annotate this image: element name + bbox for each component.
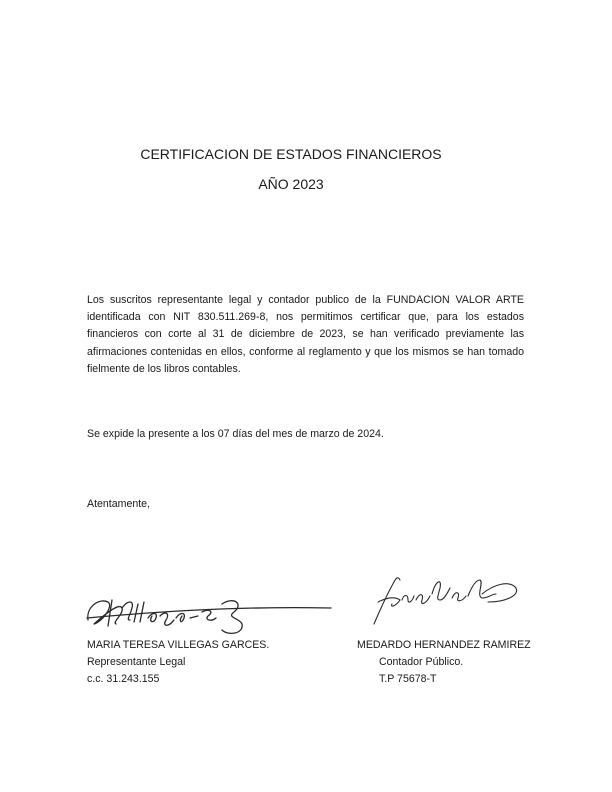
closing-salutation: Atentamente, bbox=[87, 498, 151, 510]
legal-rep-role: Representante Legal bbox=[87, 656, 186, 668]
document-title: CERTIFICACION DE ESTADOS FINANCIEROS bbox=[140, 146, 442, 162]
document-year: AÑO 2023 bbox=[258, 176, 324, 192]
issue-date-line: Se expide la presente a los 07 días del mes de marzo de 2024. bbox=[87, 428, 384, 440]
accountant-role: Contador Público. bbox=[379, 656, 464, 668]
legal-rep-id: c.c. 31.243.155 bbox=[87, 673, 160, 685]
accountant-name: MEDARDO HERNANDEZ RAMIREZ bbox=[357, 639, 531, 651]
certification-paragraph: Los suscritos representante legal y contador publico de la FUNDACION VALOR ARTE identificada con NIT 830.511.269-8, nos permitimos certificar que, para los estados financieros con corte al 31 de diciembre de 2023, se han verificado previamente las afirmaciones contenidas en ellos, conforme al reglamento y que los mismos se han tomado fielmente de los libros contables. bbox=[87, 294, 524, 375]
accountant-signature bbox=[364, 566, 524, 628]
legal-rep-name: MARIA TERESA VILLEGAS GARCES. bbox=[87, 639, 270, 651]
accountant-license: T.P 75678-T bbox=[379, 673, 437, 685]
